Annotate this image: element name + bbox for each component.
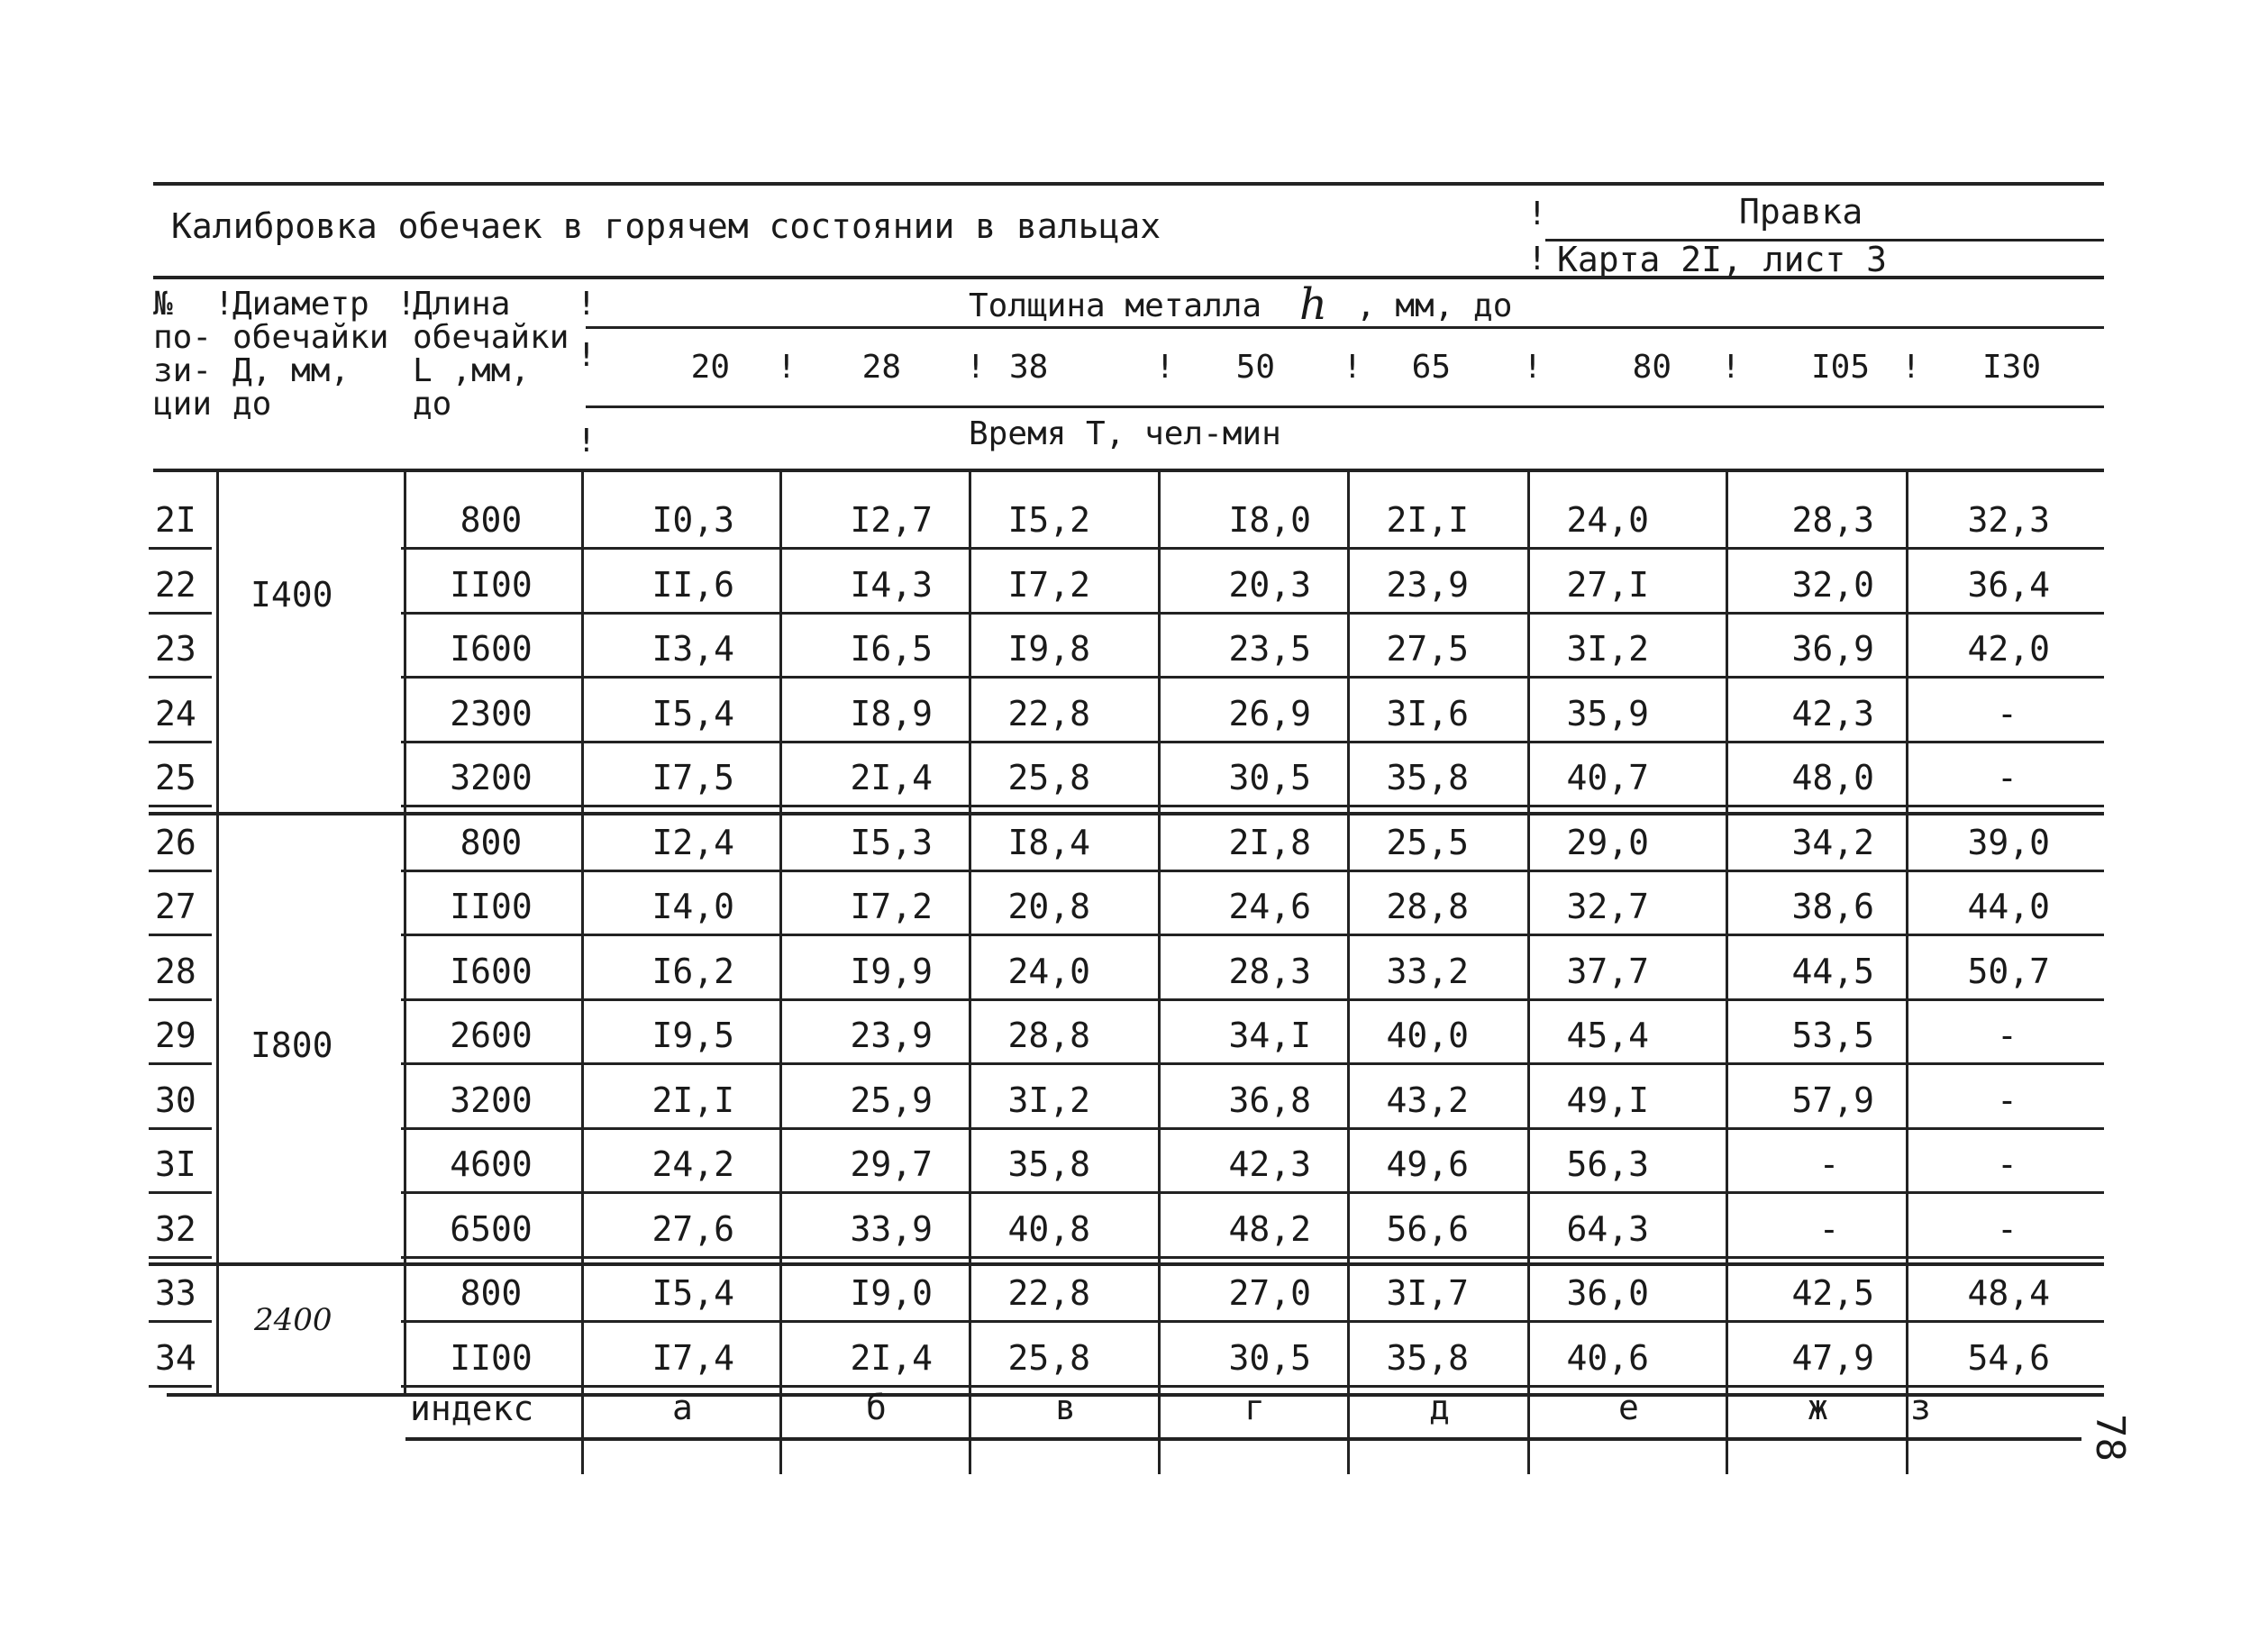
row-rule: [401, 805, 2104, 807]
row-rule: [401, 547, 2104, 550]
length-value: 800: [460, 1273, 523, 1313]
time-value: 35,9: [1566, 693, 1649, 733]
length-header-line: Длина: [413, 286, 511, 323]
time-value: 53,5: [1791, 1016, 1874, 1055]
time-value: 25,5: [1386, 822, 1469, 862]
length-value: 3200: [450, 758, 533, 797]
time-value: I9,8: [1007, 629, 1090, 669]
group-rule: [149, 1262, 2104, 1266]
time-value: 24,6: [1228, 887, 1311, 926]
position-number: 3I: [155, 1144, 196, 1184]
position-number: 22: [155, 564, 196, 605]
thickness-value: 50: [1235, 349, 1275, 386]
time-value: 30,5: [1228, 758, 1311, 797]
time-value: I5,3: [850, 822, 933, 862]
time-value: I6,5: [850, 629, 933, 669]
length-value: II00: [450, 564, 533, 605]
time-value: 32,3: [1967, 500, 2050, 540]
row-rule: [149, 870, 212, 872]
length-value: 3200: [450, 1080, 533, 1120]
time-value: 57,9: [1791, 1080, 1874, 1120]
time-value: 20,8: [1007, 887, 1090, 926]
time-value: 27,6: [651, 1208, 734, 1249]
time-value: 40,0: [1386, 1016, 1469, 1055]
group-rule: [149, 812, 2104, 815]
time-value: 54,6: [1967, 1337, 2050, 1378]
index-letter: в: [1055, 1388, 1076, 1427]
length-value: 800: [460, 822, 523, 862]
time-value: 35,8: [1386, 758, 1469, 797]
time-value: I9,9: [850, 951, 933, 991]
column-rule: [1158, 470, 1161, 1474]
row-rule: [149, 1062, 212, 1065]
time-value: 24,2: [651, 1144, 734, 1184]
row-rule: [149, 741, 212, 743]
time-value: 2I,4: [850, 758, 933, 797]
row-rule: [401, 741, 2104, 743]
time-value: I2,7: [850, 500, 933, 540]
row-rule: [149, 1320, 212, 1323]
time-value: 42,3: [1228, 1144, 1311, 1184]
time-value: -: [1997, 758, 2018, 797]
time-value: 36,8: [1228, 1080, 1311, 1120]
column-rule: [404, 470, 406, 1393]
separator-mark: !: [777, 349, 797, 386]
time-value: 27,5: [1386, 629, 1469, 669]
length-value: II00: [450, 887, 533, 926]
time-value: 35,8: [1007, 1144, 1090, 1184]
time-value: 25,9: [850, 1080, 933, 1120]
index-letter: г: [1244, 1388, 1265, 1427]
row-rule: [401, 1127, 2104, 1130]
rule-line: [153, 182, 2104, 186]
index-letter: а: [672, 1388, 693, 1427]
time-value: II,6: [651, 564, 734, 605]
time-value: 44,0: [1967, 887, 2050, 926]
row-rule: [401, 1320, 2104, 1323]
length-value: 6500: [450, 1208, 533, 1249]
operation-name: Правка: [1739, 192, 1863, 232]
time-value: 25,8: [1007, 758, 1090, 797]
rule-line: [153, 276, 2104, 279]
index-letter: ж: [1808, 1388, 1828, 1427]
diameter-header-line: обечайки: [232, 319, 389, 356]
rule-line: [405, 1437, 2081, 1441]
time-value: I7,5: [651, 758, 734, 797]
row-rule: [401, 676, 2104, 679]
length-header-line: до: [413, 386, 452, 423]
separator-mark: !: [577, 286, 597, 323]
time-value: 3I,2: [1007, 1080, 1090, 1120]
row-rule: [401, 612, 2104, 615]
time-value: -: [1818, 1144, 1840, 1184]
time-value: I8,0: [1228, 500, 1311, 540]
row-rule: [401, 1191, 2104, 1194]
time-value: 28,8: [1007, 1016, 1090, 1055]
time-value: 40,6: [1566, 1337, 1649, 1378]
index-letter: б: [866, 1388, 887, 1427]
time-value: 26,9: [1228, 693, 1311, 733]
time-value: I6,2: [651, 951, 734, 991]
row-rule: [149, 676, 212, 679]
time-value: I5,2: [1007, 500, 1090, 540]
time-value: -: [1818, 1208, 1840, 1249]
row-rule: [149, 1191, 212, 1194]
time-value: 3I,2: [1566, 629, 1649, 669]
separator-mark: !: [1155, 349, 1175, 386]
time-value: 35,8: [1386, 1337, 1469, 1378]
thickness-value: 38: [1009, 349, 1049, 386]
row-rule: [149, 805, 212, 807]
length-value: 4600: [450, 1144, 533, 1184]
position-number: 23: [155, 629, 196, 669]
time-value: I8,4: [1007, 822, 1090, 862]
time-value: 49,I: [1566, 1080, 1649, 1120]
separator-mark: !: [966, 349, 986, 386]
row-rule: [401, 934, 2104, 936]
time-value: I7,2: [850, 887, 933, 926]
position-number: 29: [155, 1016, 196, 1055]
column-rule: [969, 470, 971, 1474]
time-value: 42,3: [1791, 693, 1874, 733]
time-value: I7,2: [1007, 564, 1090, 605]
separator-mark: !: [396, 286, 416, 323]
time-value: 36,4: [1967, 564, 2050, 605]
time-value: 24,0: [1566, 500, 1649, 540]
thickness-symbol: h: [1299, 279, 1327, 330]
thickness-value: 28: [861, 349, 901, 386]
position-number: 33: [155, 1273, 196, 1313]
time-value: 36,0: [1566, 1273, 1649, 1313]
time-value: 2I,4: [850, 1337, 933, 1378]
position-number: 2I: [155, 500, 196, 540]
length-value: 2300: [450, 693, 533, 733]
time-value: 40,8: [1007, 1208, 1090, 1249]
thickness-unit: , мм, до: [1356, 287, 1513, 324]
row-rule: [149, 1385, 212, 1388]
time-value: 3I,6: [1386, 693, 1469, 733]
diameter-header-line: до: [232, 386, 272, 423]
separator-mark: !: [1721, 349, 1741, 386]
separator-mark: !: [1343, 349, 1362, 386]
time-value: 64,3: [1566, 1208, 1649, 1249]
separator-mark: !: [1901, 349, 1921, 386]
time-value: 22,8: [1007, 693, 1090, 733]
time-value: 28,3: [1791, 500, 1874, 540]
row-rule: [401, 870, 2104, 872]
thickness-value: 65: [1411, 349, 1451, 386]
column-rule: [1527, 470, 1530, 1474]
time-value: 23,9: [850, 1016, 933, 1055]
time-value: 43,2: [1386, 1080, 1469, 1120]
pos-header-line: по-: [153, 319, 213, 356]
row-rule: [401, 1256, 2104, 1259]
length-header-line: обечайки: [413, 319, 569, 356]
card-sheet-label: Карта 2I, лист 3: [1557, 240, 1888, 279]
time-value: I9,5: [651, 1016, 734, 1055]
time-value: I9,0: [850, 1273, 933, 1313]
thickness-value: 20: [690, 349, 730, 386]
time-value: 39,0: [1967, 822, 2050, 862]
time-value: I2,4: [651, 822, 734, 862]
index-letter: е: [1618, 1388, 1639, 1427]
time-value: 42,5: [1791, 1273, 1874, 1313]
thickness-value: 80: [1632, 349, 1671, 386]
time-value: I0,3: [651, 500, 734, 540]
time-value: 42,0: [1967, 629, 2050, 669]
diameter-header-line: Диаметр: [232, 286, 369, 323]
diameter-value: I800: [250, 1025, 333, 1065]
time-value: 32,7: [1566, 887, 1649, 926]
thickness-value: I05: [1810, 349, 1870, 386]
thickness-value: I30: [1981, 349, 2041, 386]
document-title: Калибровка обечаек в горячем состоянии в вальцах: [171, 206, 1161, 246]
time-value: 28,8: [1386, 887, 1469, 926]
time-value: 22,8: [1007, 1273, 1090, 1313]
time-value: 48,2: [1228, 1208, 1311, 1249]
rule-line: [586, 326, 2104, 329]
separator-mark: !: [1527, 241, 1547, 278]
length-value: 800: [460, 500, 523, 540]
row-rule: [149, 1256, 212, 1259]
time-value: I7,4: [651, 1337, 734, 1378]
time-value: 48,4: [1967, 1273, 2050, 1313]
time-value: 33,2: [1386, 951, 1469, 991]
rule-line: [153, 469, 2104, 472]
separator-mark: !: [214, 286, 234, 323]
row-rule: [149, 612, 212, 615]
time-value: I4,0: [651, 887, 734, 926]
length-value: 2600: [450, 1016, 533, 1055]
time-value: 30,5: [1228, 1337, 1311, 1378]
time-value: 34,2: [1791, 822, 1874, 862]
thickness-label: Толщина металла: [969, 287, 1262, 324]
time-label: Время Т, чел-мин: [969, 415, 1281, 452]
time-value: -: [1997, 1016, 2018, 1055]
rule-line: [586, 405, 2104, 408]
separator-mark: !: [1523, 349, 1543, 386]
column-rule: [1726, 470, 1728, 1474]
diameter-value: 2400: [254, 1302, 332, 1338]
time-value: 34,I: [1228, 1016, 1311, 1055]
position-number: 25: [155, 758, 196, 797]
time-value: 37,7: [1566, 951, 1649, 991]
position-number: 28: [155, 951, 196, 991]
time-value: 3I,7: [1386, 1273, 1469, 1313]
time-value: 44,5: [1791, 951, 1874, 991]
row-rule: [149, 1127, 212, 1130]
pos-header-line: ции: [153, 386, 213, 423]
time-value: 2I,I: [1386, 500, 1469, 540]
time-value: -: [1997, 1144, 2018, 1184]
time-value: 48,0: [1791, 758, 1874, 797]
time-value: 27,I: [1566, 564, 1649, 605]
time-value: 2I,8: [1228, 822, 1311, 862]
separator-mark: !: [577, 423, 597, 460]
page-number: 78: [2086, 1414, 2133, 1462]
diameter-value: I400: [250, 575, 333, 615]
time-value: 20,3: [1228, 564, 1311, 605]
column-rule: [581, 470, 584, 1474]
length-value: II00: [450, 1337, 533, 1378]
row-rule: [149, 934, 212, 936]
time-value: -: [1997, 693, 2018, 733]
time-value: -: [1997, 1208, 2018, 1249]
time-value: I3,4: [651, 629, 734, 669]
time-value: 2I,I: [651, 1080, 734, 1120]
time-value: 49,6: [1386, 1144, 1469, 1184]
time-value: 36,9: [1791, 629, 1874, 669]
length-header-line: L ,мм,: [413, 352, 531, 389]
time-value: 56,6: [1386, 1208, 1469, 1249]
time-value: 40,7: [1566, 758, 1649, 797]
time-value: 47,9: [1791, 1337, 1874, 1378]
separator-mark: !: [1527, 196, 1547, 232]
index-letter: з: [1910, 1388, 1931, 1427]
position-number: 27: [155, 887, 196, 926]
time-value: 38,6: [1791, 887, 1874, 926]
column-rule: [779, 470, 782, 1474]
column-rule: [216, 470, 219, 1393]
time-value: 33,9: [850, 1208, 933, 1249]
time-value: I8,9: [850, 693, 933, 733]
time-value: 27,0: [1228, 1273, 1311, 1313]
position-number: 34: [155, 1337, 196, 1378]
time-value: -: [1997, 1080, 2018, 1120]
time-value: 23,5: [1228, 629, 1311, 669]
time-value: 28,3: [1228, 951, 1311, 991]
time-value: 50,7: [1967, 951, 2050, 991]
time-value: 23,9: [1386, 564, 1469, 605]
position-number: 24: [155, 693, 196, 733]
time-value: I4,3: [850, 564, 933, 605]
row-rule: [401, 998, 2104, 1001]
time-value: 32,0: [1791, 564, 1874, 605]
time-value: 45,4: [1566, 1016, 1649, 1055]
time-value: 29,0: [1566, 822, 1649, 862]
row-rule: [149, 547, 212, 550]
length-value: I600: [450, 951, 533, 991]
position-number: 32: [155, 1208, 196, 1249]
index-letter: д: [1429, 1388, 1450, 1427]
time-value: I5,4: [651, 693, 734, 733]
pos-header-line: №: [153, 286, 173, 323]
length-value: I600: [450, 629, 533, 669]
column-rule: [1906, 470, 1908, 1474]
column-rule: [1347, 470, 1350, 1474]
position-number: 26: [155, 822, 196, 862]
time-value: 29,7: [850, 1144, 933, 1184]
time-value: 24,0: [1007, 951, 1090, 991]
time-value: 25,8: [1007, 1337, 1090, 1378]
separator-mark: !: [577, 337, 597, 374]
index-label: индекс: [410, 1389, 534, 1428]
row-rule: [401, 1062, 2104, 1065]
rule-line: [1545, 239, 2104, 241]
pos-header-line: зи-: [153, 352, 213, 389]
position-number: 30: [155, 1080, 196, 1120]
time-value: I5,4: [651, 1273, 734, 1313]
time-value: 56,3: [1566, 1144, 1649, 1184]
row-rule: [149, 998, 212, 1001]
diameter-header-line: Д, мм,: [232, 352, 351, 389]
